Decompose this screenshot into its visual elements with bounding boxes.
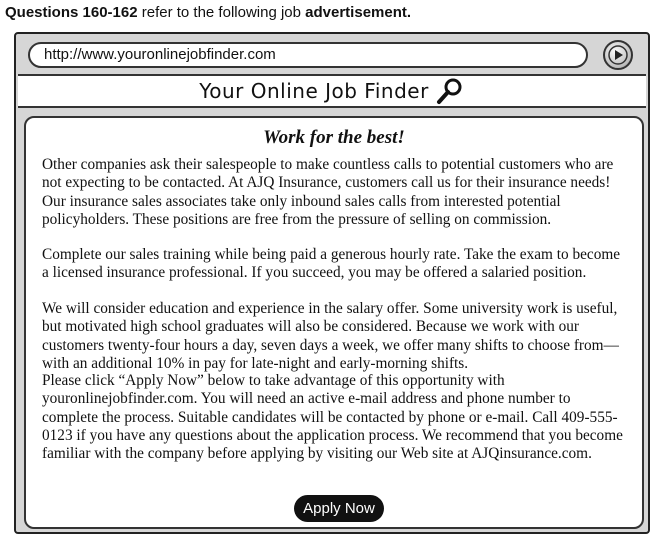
- browser-window: [14, 32, 650, 534]
- url-address-bar[interactable]: [28, 42, 588, 68]
- question-number-range: Questions 160-162: [5, 4, 138, 21]
- question-lead-in: refer to the following job: [137, 4, 306, 21]
- magnifying-glass-icon: [435, 76, 465, 106]
- ad-headline: Work for the best!: [263, 127, 405, 148]
- apply-now-button[interactable]: Apply Now: [294, 495, 384, 522]
- ad-content-panel: [24, 116, 644, 529]
- question-bold-word: advertisement.: [305, 4, 412, 21]
- question-header: [5, 2, 411, 24]
- ad-paragraph-2: Complete our sales training while being paid a generous hourly rate. Take the exam to become a licensed insurance professional. If you succeed, you may be offered a salaried position.: [42, 246, 621, 282]
- site-banner: [18, 74, 646, 108]
- ad-paragraph-1: Other companies ask their salespeople to make countless calls to potential customers who are not expecting to be contacted. At AJQ Insurance, customers call us for their insurance needs! Our insurance sales associates take only inbound sales calls from interested potential policyholders. These positions are free from the pressure of selling on commission.: [42, 156, 614, 228]
- play-arrow-icon: [605, 42, 631, 68]
- url-text: http://www.youronlinejobfinder.com: [44, 46, 276, 63]
- site-title: Your Online Job Finder: [199, 79, 429, 103]
- ad-paragraph-3: We will consider education and experience in the salary offer. Some university work is useful, but motivated high school graduates will also be considered. Because we work with our customers twenty-four hours a day, seven days a week, we offer many shifts to choose from—with an additional 10% in pay for late-night and early-morning shifts.: [42, 300, 619, 372]
- ad-paragraph-4: Please click “Apply Now” below to take advantage of this opportunity with youronlinejobfinder.com. You will need an active e-mail address and phone number to complete the process. Suitable candidates will be contacted by phone or e-mail. Call 409-555-0123 if you have any questions about the application process. We recommend that you become familiar with the company before applying by visiting our Web site at AJQinsurance.com.: [42, 372, 623, 463]
- go-button[interactable]: [603, 40, 633, 70]
